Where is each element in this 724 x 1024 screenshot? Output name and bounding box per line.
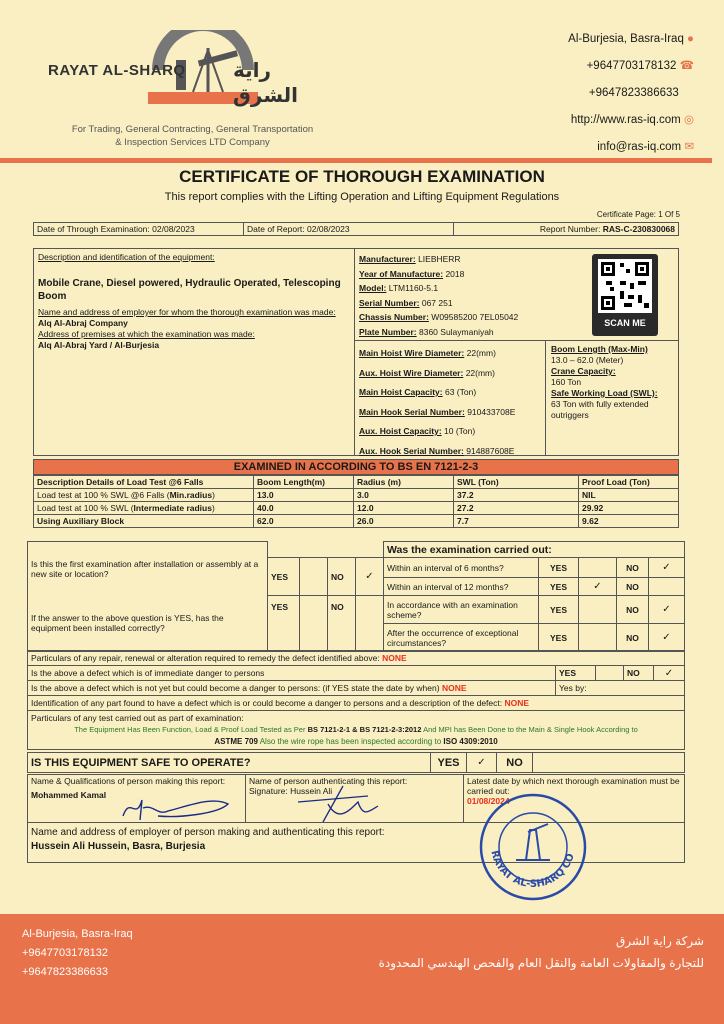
safety-row: IS THIS EQUIPMENT SAFE TO OPERATE? YES ✓ NO <box>27 752 685 773</box>
phone-1-text: +9647703178132 <box>586 60 677 72</box>
defect-ident-value: NONE <box>504 698 530 708</box>
footer-tagline-ar: للتجارة والمقاولات العامة والنقل العام والفحص الهندسي المحدودة <box>378 956 704 970</box>
q1-yes-box[interactable] <box>300 558 328 596</box>
footer-company-ar: شركة راية الشرق <box>615 934 704 948</box>
load-test-header: Proof Load (Ton) <box>579 476 679 489</box>
next-exam-date: 01/08/2024 <box>467 796 510 806</box>
question-installed-correctly: If the answer to the above question is YES, has the equipment been installed correctly? <box>28 596 268 652</box>
immediate-no-check[interactable]: ✓ <box>654 666 685 681</box>
mail-icon: ✉ <box>684 141 694 153</box>
hoist-block: Main Hoist Wire Diameter: 22(mm) Aux. Hoist Wire Diameter: 22(mm) Main Hoist Capacity: 63 (Ton) Main Hook Serial Number: 910433708E Aux. Hoist Capacity: 10 (Ton) Aux. Hook Serial Number: 914887608E <box>359 348 516 456</box>
qr-code[interactable] <box>592 254 658 336</box>
footer-arabic <box>324 930 704 974</box>
c3-yes-box[interactable] <box>579 596 617 624</box>
table-row: Load test at 100 % SWL @6 Falls (Min.radius) 13.0 3.0 37.2 NIL <box>34 489 679 502</box>
c4-yes-box[interactable] <box>579 624 617 652</box>
signoff-table: Name & Qualifications of person making this report: Mohammed Kamal Name of person authenticating this report: Signature: Hussein Ali Latest date by which next thorough examination must be carried out: 01/08/2024 Name and address of employer of person making and authenticating this report: Hussein Ali Hussein, Basra, Burjesia <box>27 774 685 863</box>
exam-date: 02/08/2023 <box>152 224 195 234</box>
boom-length: 13.0 – 62.0 (Meter) <box>551 355 624 365</box>
load-test-table <box>33 475 679 528</box>
report-number: RAS-C-230830068 <box>602 224 675 234</box>
report-date: 02/08/2023 <box>307 224 350 234</box>
immediate-yes-box[interactable] <box>596 666 624 681</box>
email-text[interactable]: info@ras-iq.com <box>597 141 682 153</box>
logo-text-en: RAYAT AL-SHARQ <box>48 62 186 79</box>
load-test-header: Description Details of Load Test @6 Falls <box>34 476 254 489</box>
website-text[interactable]: http://www.ras-iq.com <box>570 114 681 126</box>
year: 2018 <box>445 268 465 279</box>
questions-table: Is this the first examination after installation or assembly at a new site or location? Was the examination carried out: YES NO ✓ Within an interval of 6 months? YES NO ✓ Within an interval of 12 months? YES ✓ NO If the answer to the above question is YES, has the equipment been installed correctly? YES NO In accordance with an examination scheme? YES NO ✓ After the occurrence of exceptional circumstances? YES NO ✓ <box>27 541 685 652</box>
signature-mohammed <box>118 786 238 826</box>
c1-yes-box[interactable] <box>579 558 617 578</box>
footer-phone-1: +9647703178132 <box>22 947 108 959</box>
company-stamp <box>478 792 588 902</box>
aux-hook-serial: 914887608E <box>466 445 515 456</box>
phone-icon: ☎ <box>679 60 694 72</box>
load-test-header: SWL (Ton) <box>454 476 579 489</box>
location-icon: ● <box>687 33 694 45</box>
q2-no-box[interactable] <box>356 596 384 652</box>
safety-question: IS THIS EQUIPMENT SAFE TO OPERATE? <box>28 753 431 773</box>
plate: 8360 Sulaymaniyah <box>419 326 494 337</box>
contact-block <box>568 26 694 161</box>
boom-block: Boom Length (Max-Min) 13.0 – 62.0 (Meter) Crane Capacity: 160 Ton Safe Working Load (SWL): 63 Ton with fully extended outriggers <box>551 344 676 421</box>
equipment-description: Mobile Crane, Diesel powered, Hydraulic Operated, Telescoping Boom <box>38 278 341 302</box>
load-test-banner: EXAMINED IN ACCORDING TO BS EN 7121-2-3 <box>33 459 679 475</box>
table-row: Using Auxiliary Block 62.0 26.0 7.7 9.62 <box>34 515 679 528</box>
footer-contact <box>22 925 133 982</box>
c2-no-box[interactable] <box>649 578 685 596</box>
main-wire-diameter: 22(mm) <box>466 348 496 358</box>
table-row: Load test at 100 % SWL (Intermediate radius) 40.0 12.0 27.2 29.92 <box>34 502 679 515</box>
globe-icon: ◎ <box>683 114 694 126</box>
serial: 067 251 <box>421 297 453 308</box>
manufacturer: LIEBHERR <box>418 254 461 264</box>
q1-no-check[interactable]: ✓ <box>356 558 384 596</box>
signature-hussein <box>288 782 388 827</box>
load-test-header: Radius (m) <box>354 476 454 489</box>
question-first-exam: Is this the first examination after installation or assembly at a new site or location? <box>28 542 268 596</box>
employer-of-reporter: Hussein Ali Hussein, Basra, Burjesia <box>31 841 206 852</box>
c3-no-check[interactable]: ✓ <box>649 596 685 624</box>
page-subtitle: This report complies with the Lifting Operation and Lifting Equipment Regulations <box>164 191 560 203</box>
crane-capacity: 160 Ton <box>551 377 582 387</box>
q2-yes-box[interactable] <box>300 596 328 652</box>
logo-text-ar: راية الشرق <box>233 60 299 107</box>
safe-no-box[interactable] <box>533 753 685 773</box>
aux-wire-diameter: 22(mm) <box>465 367 495 378</box>
aux-hoist-capacity: 10 (Ton) <box>444 426 476 436</box>
page-title: CERTIFICATE OF THOROUGH EXAMINATION <box>179 167 545 186</box>
carried-out-title: Was the examination carried out: <box>384 542 685 558</box>
header-divider <box>0 158 712 163</box>
chassis: W09585200 7EL05042 <box>431 312 519 322</box>
page-count: Certificate Page: 1 Of 5 <box>596 210 680 219</box>
repair-value: NONE <box>382 653 407 663</box>
scan-me-label: SCAN ME <box>604 318 646 328</box>
specs-block: Manufacturer: LIEBHERR Year of Manufacture: 2018 Model: LTM1160-5.1 Serial Number: 067 251 Chassis Number: W09585200 7EL05042 Plate Number: 8360 Sulaymaniyah <box>359 254 519 337</box>
logo <box>48 30 338 120</box>
safe-yes-check[interactable]: ✓ <box>467 753 497 773</box>
defects-table: Particulars of any repair, renewal or alteration required to remedy the defect identified above: NONE Is the above a defect which is of immediate danger to persons YES NO ✓ Is the above a defect which is not yet but could become a danger to persons: (if YES state the date by when) NONE Yes by: Identification of any part found to have a defect which is or could become a danger to persons and a description of the defect: NONE Particulars of any test carried out as part of examination: The Equipment Has Been Function, Load & Proof Load Tested as Per BS 7121-2-1 & BS 7121-2-3:2012 And MPI has Been Done to the Main & Single Hook According to ASTME 709 Also the wire rope has been inspected according to ISO 4309:2010 <box>27 650 685 750</box>
qr-code-icon <box>598 259 652 313</box>
premises-address: Alq Al-Abraj Yard / Al-Burjesia <box>38 340 160 350</box>
dates-row: Date of Through Examination: 02/08/2023 Date of Report: 02/08/2023 Report Number: RAS-C-230830068 <box>33 222 679 236</box>
equipment-left: Description and identification of the equipment: Mobile Crane, Diesel powered, Hydraulic Operated, Telescoping Boom Name and address of employer for whom the thorough examination was made: Alq Al-Abraj Company Address of premises at which the examination was made: Alq Al-Abraj Yard / Al-Burjesia <box>38 252 348 351</box>
report-author: Mohammed Kamal <box>31 790 107 800</box>
address-text: Al-Burjesia, Basra-Iraq <box>568 33 684 45</box>
c4-no-check[interactable]: ✓ <box>649 624 685 652</box>
footer-address: Al-Burjesia, Basra-Iraq <box>22 928 133 940</box>
svg-text:RAYAT AL-SHARQ CO.: RAYAT AL-SHARQ CO <box>488 849 577 890</box>
employer-name: Alq Al-Abraj Company <box>38 318 128 328</box>
phone-2-text: +9647823386633 <box>588 87 679 99</box>
footer-phone-2: +9647823386633 <box>22 966 108 978</box>
tagline: For Trading, General Contracting, General Transportation & Inspection Services LTD Company <box>71 124 314 148</box>
main-hoist-capacity: 63 (Ton) <box>444 387 477 397</box>
model: LTM1160-5.1 <box>388 283 439 293</box>
c1-no-check[interactable]: ✓ <box>649 558 685 578</box>
load-test-header: Boom Length(m) <box>254 476 354 489</box>
authenticator: Hussein Ali <box>290 786 333 796</box>
safe-working-load: 63 Ton with fully extended outriggers <box>551 399 649 420</box>
c2-yes-check[interactable]: ✓ <box>579 578 617 596</box>
future-defect-value: NONE <box>441 683 467 693</box>
main-hook-serial: 910433708E <box>467 406 516 417</box>
